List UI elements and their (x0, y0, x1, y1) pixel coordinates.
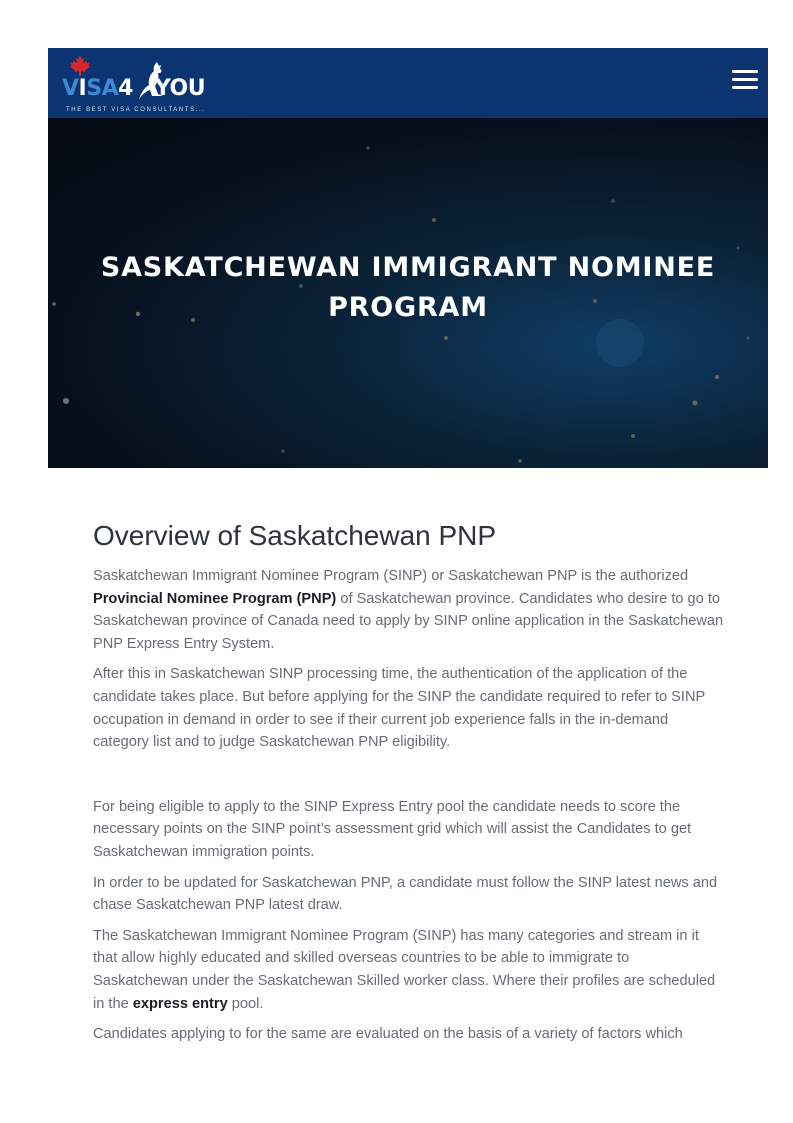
paragraph-4: In order to be updated for Saskatchewan PNP, a candidate must follow the SINP latest news and chase Saskatchewan PNP latest draw. (93, 874, 718, 914)
section-heading: Overview of Saskatchewan PNP (93, 520, 497, 551)
express-entry-bold: express entry (132, 995, 228, 1012)
page-title: SASKATCHEWAN IMMIGRANT NOMINEE PROGRAM (100, 252, 716, 323)
article-body (93, 518, 725, 1054)
pnp-bold-link: Provincial Nominee Program (PNP) (93, 590, 337, 607)
logo-tagline: THE BEST VISA CONSULTANTS... (66, 107, 206, 113)
paragraph-3: For being eligible to apply to the SINP Express Entry pool the candidate needs to score the necessary points on the SINP point’s assessment grid which will assist the Candidates to get Saskatchewan immigration points. (93, 798, 692, 860)
hero-banner (48, 118, 768, 468)
site-header (48, 48, 768, 118)
paragraph-6: Candidates applying to for the same are evaluated on the basis of a variety of factors which (93, 1026, 683, 1043)
paragraph-2: After this in Saskatchewan SINP processing time, the authentication of the application of the candidate takes place. But before applying for the SINP the candidate required to refer to SINP occupation in demand in order to see if their current job experience falls in the in-demand category list and to judge Saskatchewan PNP eligibility. (93, 666, 705, 751)
logo-wordmark: VISA4 YOU (62, 76, 206, 101)
maple-leaf-icon (68, 54, 92, 78)
hamburger-menu-icon[interactable] (732, 70, 758, 94)
site-logo[interactable] (62, 54, 222, 114)
paragraph-1: Saskatchewan Immigrant Nominee Program (SINP) or Saskatchewan PNP is the authorized Provincial Nominee Program (PNP) of Saskatchewan province. Candidates who desire to go to Saskatchewan province of Canada need to apply by SINP online application in the Saskatchewan PNP Express Entry System. (93, 568, 724, 652)
paragraph-5: The Saskatchewan Immigrant Nominee Program (SINP) has many categories and stream in it that allow highly educated and skilled overseas countries to be able to immigrate to Saskatchewan under the Saskatchewan Skilled worker class. Where their profiles are scheduled in the express entry pool. (93, 927, 716, 1012)
